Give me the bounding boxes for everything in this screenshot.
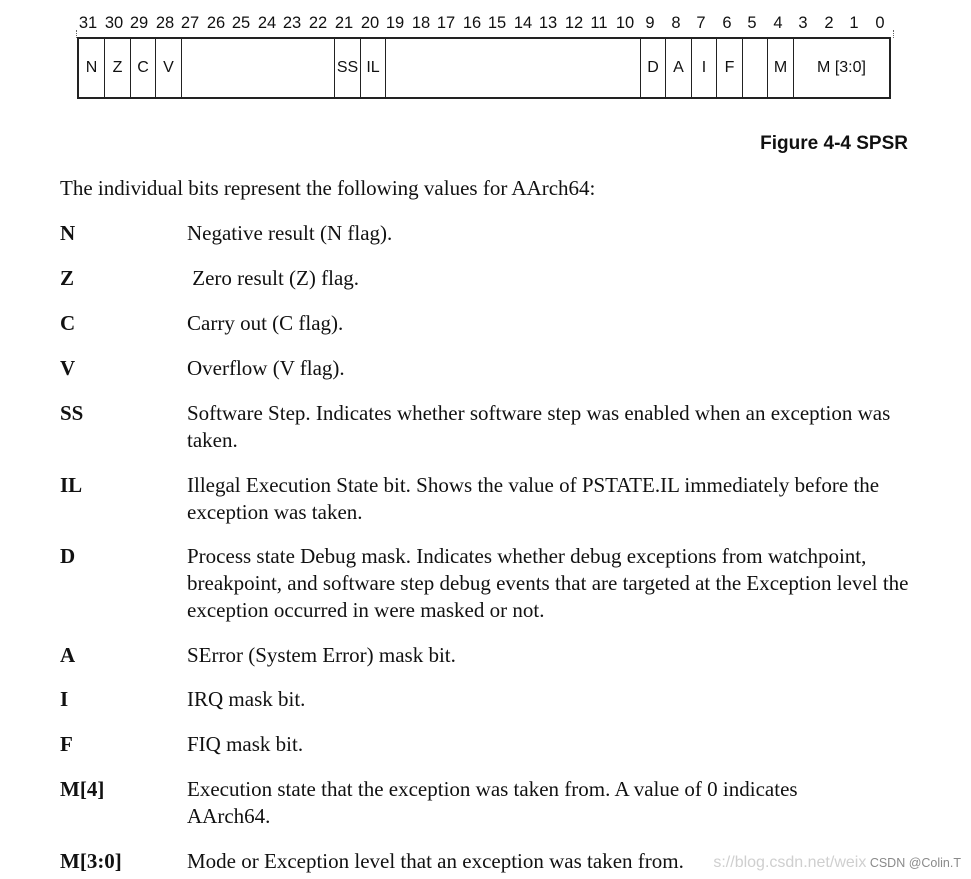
definition-desc: SError (System Error) mask bit.: [187, 643, 456, 667]
bit-number: 28: [155, 14, 175, 32]
bit-number: 20: [360, 14, 380, 32]
field-m3-0: M [3:0]: [793, 39, 889, 97]
bit-number: 13: [538, 14, 558, 32]
field-v: V: [155, 39, 181, 97]
definition-term: F: [60, 732, 73, 756]
bit-number: 16: [462, 14, 482, 32]
bit-number: 27: [180, 14, 200, 32]
spsr-register-diagram: [77, 37, 891, 99]
bit-number: 3: [798, 14, 808, 32]
definition-item: [60, 686, 920, 713]
watermark-url: s://blog.csdn.net/weix: [713, 854, 867, 871]
bit-number: 21: [334, 14, 354, 32]
bit-number: 22: [308, 14, 328, 32]
bit-number: 11: [590, 14, 608, 32]
definition-desc: IRQ mask bit.: [187, 687, 306, 711]
definition-term: SS: [60, 401, 84, 425]
definition-term: M[3:0]: [60, 849, 122, 873]
bit-number: 10: [615, 14, 635, 32]
field-z: Z: [104, 39, 130, 97]
bit-number: 0: [875, 14, 885, 32]
field-c: C: [130, 39, 155, 97]
definition-desc: Carry out (C flag).: [187, 311, 344, 335]
field-f: F: [716, 39, 742, 97]
definition-item: [60, 776, 860, 830]
field-i: I: [691, 39, 716, 97]
definition-item: [60, 355, 920, 382]
bit-number: 5: [747, 14, 757, 32]
bit-number: 17: [436, 14, 456, 32]
bit-number: 24: [257, 14, 277, 32]
field-ss: SS: [334, 39, 360, 97]
definition-item: [60, 642, 920, 669]
definition-term: I: [60, 687, 69, 711]
definition-term: A: [60, 643, 76, 667]
definition-desc: Overflow (V flag).: [187, 356, 345, 380]
bit-number: 15: [487, 14, 507, 32]
field-d: D: [640, 39, 665, 97]
bit-number: 25: [231, 14, 251, 32]
field-a: A: [665, 39, 691, 97]
bit-number: 30: [104, 14, 124, 32]
bit-number: 1: [849, 14, 859, 32]
watermark-text: CSDN @Colin.T: [869, 856, 961, 870]
definition-desc: Software Step. Indicates whether software step was enabled when an exception was taken.: [187, 401, 891, 452]
csdn-watermark: [713, 854, 961, 872]
definition-desc: Mode or Exception level that an exception was taken from.: [187, 849, 684, 873]
definition-desc: Zero result (Z) flag.: [187, 266, 360, 290]
bit-number: 19: [385, 14, 405, 32]
definition-item: [60, 472, 910, 526]
definition-desc: Process state Debug mask. Indicates whether debug exceptions from watchpoint, breakpoint, and software step debug events that are targeted at the Exception level the exception occurred in were masked or not.: [187, 544, 909, 622]
definition-desc: FIQ mask bit.: [187, 732, 304, 756]
field-il: IL: [360, 39, 385, 97]
definition-term: V: [60, 356, 76, 380]
bit-number: 8: [671, 14, 681, 32]
bit-number: 14: [513, 14, 533, 32]
bit-number: 2: [824, 14, 834, 32]
definition-term: N: [60, 221, 76, 245]
field-n: N: [85, 59, 98, 76]
definition-term: D: [60, 544, 76, 568]
definition-desc: Negative result (N flag).: [187, 221, 393, 245]
field-m4: M: [767, 39, 793, 97]
bit-number: 12: [564, 14, 584, 32]
definition-item: [60, 220, 920, 247]
bit-number: 7: [696, 14, 706, 32]
definition-item: [60, 731, 920, 758]
bit-number: 18: [411, 14, 431, 32]
definition-desc: Execution state that the exception was taken from. A value of 0 indicates AArch64.: [187, 777, 798, 828]
figure-caption: Figure 4-4 SPSR: [760, 133, 908, 154]
field-reserved: [385, 39, 640, 97]
bit-number: 4: [773, 14, 783, 32]
definition-item: [60, 400, 910, 454]
definition-term: Z: [60, 266, 75, 290]
field-reserved: [742, 39, 767, 97]
definition-item: [60, 543, 920, 624]
bit-number: 31: [78, 14, 98, 32]
definition-item: [60, 265, 920, 292]
definition-desc: Illegal Execution State bit. Shows the value of PSTATE.IL immediately before the exception was taken.: [187, 473, 880, 524]
bit-number: 9: [645, 14, 655, 32]
bit-number: 29: [129, 14, 149, 32]
definition-term: M[4]: [60, 777, 105, 801]
bit-number: 26: [206, 14, 226, 32]
definition-term: C: [60, 311, 76, 335]
field-reserved: [181, 39, 334, 97]
definition-term: IL: [60, 473, 83, 497]
bit-number: 6: [722, 14, 732, 32]
bit-number: 23: [282, 14, 302, 32]
definition-item: [60, 310, 920, 337]
intro-paragraph: The individual bits represent the following values for AArch64:: [60, 176, 596, 200]
